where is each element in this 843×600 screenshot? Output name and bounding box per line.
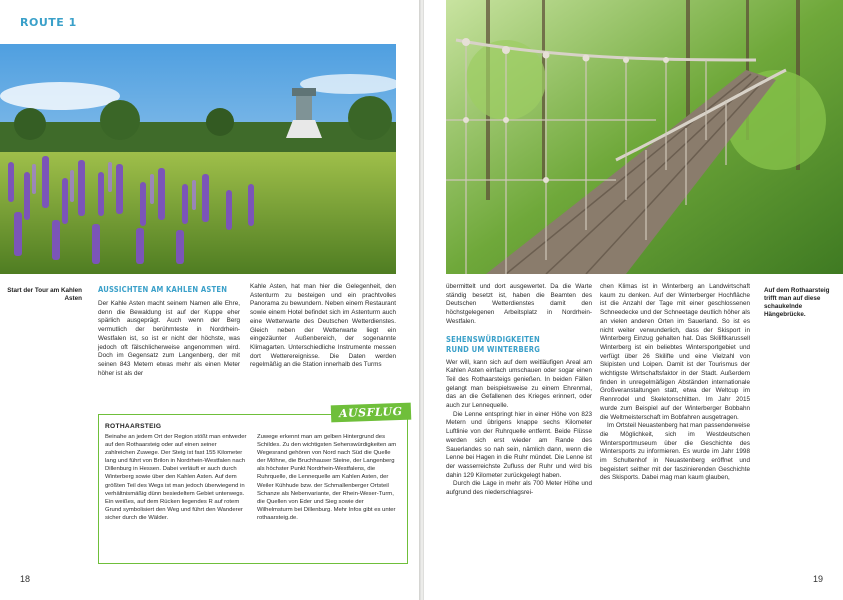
ausflug-box [98,404,408,564]
paragraph: Durch die Lage in mehr als 700 Meter Höhe und aufgrund des niederschlagsrei- [446,480,592,497]
text-column-3 [446,283,592,498]
text-column-4 [600,283,750,483]
photo-caption-left: Start der Tour am Kahlen Asten [7,287,82,302]
lupine-meadow-photo [0,44,396,274]
box-column-1: Beinahe an jedem Ort der Region stößt man entweder auf den Rothaarsteig oder auf einen seiner zahlreichen Zuwege. Der Steig ist fast 155 Kilometer lang und führt von Brilon in Nordrhein-Westfalen nach Dillenburg in Hessen. Dabei verläuft er auch durch Winterberg sowie über den Kahlen Asten. Auf dem größten Teil des Wegs ist man jedoch überwiegend in verhältnismäßig dünn besiedeltem Gebiet unterwegs. Ein weißes, auf dem Rücken liegendes R auf rotem Grund symbolisiert den Weg und führt den Wanderer sicher durch die Wälder. [105,434,247,521]
photo-caption-right: Auf dem Rothaarsteig trifft man auf diese schaukelnde Hängebrücke. [764,287,830,318]
right-page [424,0,843,600]
ausflug-tag: AUSFLUG [331,403,411,423]
text-column-1 [98,300,240,378]
text-column-2 [250,283,396,370]
page-number-right: 19 [812,574,823,584]
section-heading-winterberg-1: SEHENSWÜRDIGKEITEN [446,334,540,344]
box-title: ROTHAARSTEIG [105,423,162,430]
suspension-bridge-photo [446,0,843,274]
paragraph: übermittelt und dort ausgewertet. Da die Warte ständig besetzt ist, haben die Beamten des Deutschen Wetterdienstes damit den höchstgelegenen Arbeitsplatz in Nordrhein-Westfalen. [446,283,592,325]
paragraph: chen Klimas ist in Winterberg an Landwirtschaft kaum zu denken. Auf der Winterberger Hochfläche ist die Anzahl der Tage mit einer geschlossenen Schneedecke und der Schneetage deutlich höher als an vielen anderen Orten im Sauerland. So ist es nicht weiter verwunderlich, dass der Skisport in Winterberg Einzug gehalten hat. Das Skiliftkarussell Winterberg ist ein beliebtes Wintersportgebiet und verfügt über 26 Skilifte und eine Vielzahl von Skipisten und Loipen. Damit ist der Tourismus der wichtigste Wirtschaftsfaktor in der Stadt. Außerdem finden in unregelmäßigen Abständen internationale Großveranstaltungen statt, etwa der Weltcup im Rennrodel und Skeletonschlitten. Im Jahr 2015 wurde zum Beispiel auf der Winterberger Bobbahn die Weltmeisterschaft im Bobfahren ausgetragen. [600,283,750,421]
section-heading-kahler-asten: AUSSICHTEN AM KAHLEN ASTEN [98,285,228,294]
paragraph: Der Kahle Asten macht seinem Namen alle Ehre, denn die Bewaldung ist auf der Kuppe eher spärlich ausgeprägt. Auch wenn der Berg vermutlich der berühmteste in Nordrhein-Westfalen ist, so ist er nicht der höchste, was jedoch oft fälschlicherweise angenommen wird. Doch im Gegensatz zum Langenberg, der mit seinen 843 Metern etwas mehr als einen Meter höher ist als der [98,300,240,377]
paragraph: Im Ortsteil Neuastenberg hat man passenderweise die Möglichkeit, sich im Westdeutschen Wintersportmuseum über die Geschichte des Wintersports zu informieren. Es wurde im Jahr 1998 im Schultenhof in Neuastenberg eröffnet und begeistert seither mit der faszinierenden Geschichte des Skisports. Dabei mag man kaum glauben, [600,422,750,482]
paragraph: Kahle Asten, hat man hier die Gelegenheit, den Astenturm zu besteigen und ein prachtvolles Panorama zu bewundern. Neben einem Restaurant sowie einem Hotel befindet sich im Astenturm auch eine Wetterwarte des Deutschen Wetterdienstes. Gleich neben der Wetterwarte liegt ein eingezäunter Außenbereich, der sogenannte Klimagarten. Unterschiedliche Instrumente messen dort Wetterereignisse. Die Daten werden regelmäßig an die Station innerhalb des Turms [250,283,396,369]
paragraph: Wer will, kann sich auf dem weitläufigen Areal am Kahlen Asten einfach umschauen oder sogar einen Teil des Rothaarsteigs genießen. In beiden Fällen gelangt man beispielsweise zu einem Ehrenmal, das an die Gefallenen des Krieges erinnert, oder auch zur Lennequelle. [446,358,592,410]
box-column-2: Zuwege erkennt man am gelben Hintergrund des Schildes. Zu den wichtigsten Sehenswürdigkeiten am Wegesrand gehören von Nord nach Süd die Quelle der Möhne, die Bruchhauser Steine, der Langenberg als höchster Punkt Nordrhein-Westfalens, die Ruhrquelle, die Lennequelle am Kahlen Asten, der Weiler Kühhude bzw. der Schmallenberger Ortsteil Schanze als Nebenvariante, der Rhein-Weser-Turm, die Quellen von Eder und Sieg sowie der Wilhelmsturm bei Dillenburg. Mehr Infos gibt es unter rothaarsteig.de. [257,434,397,521]
section-heading-winterberg-2: RUND UM WINTERBERG [446,344,541,354]
left-page [0,0,419,600]
page-number-left: 18 [20,574,31,584]
route-label: ROUTE 1 [20,16,77,29]
paragraph: Die Lenne entspringt hier in einer Höhe von 823 Metern und übrigens knappe sechs Kilometer Luftlinie von der Ruhrquelle entfernt. Beide Flüsse werden sich erst wieder am Rande des Sauerlandes so nah sein, nämlich dann, wenn die Lenne bei Hagen in die Ruhr mündet. Die Lenne ist der wasserreichste Zufluss der Ruhr und wird bis dahin 129 Kilometer zurückgelegt haben. [446,410,592,479]
